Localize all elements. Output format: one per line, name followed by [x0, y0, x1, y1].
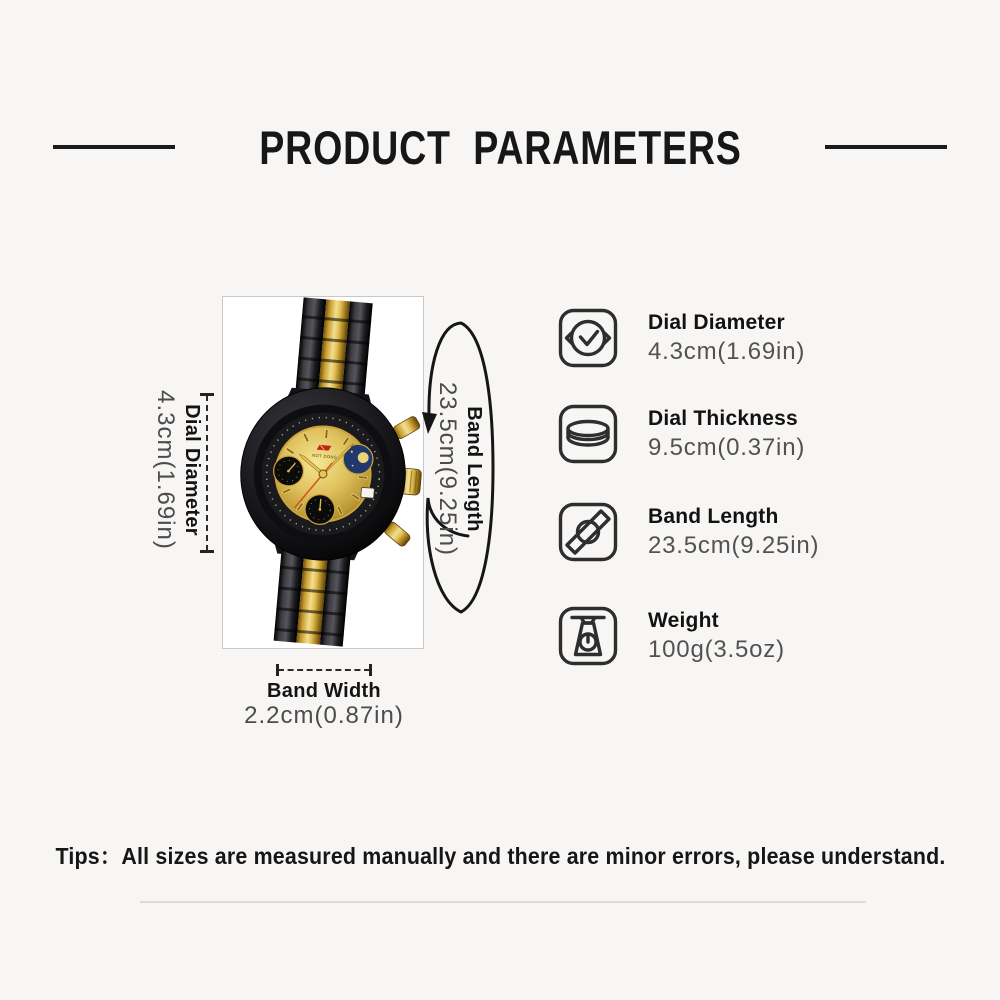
dial-diameter-annotation-value: 4.3cm(1.69in): [152, 390, 179, 550]
page-title: PRODUCT PARAMETERS: [258, 120, 742, 174]
watch-body: [226, 297, 423, 648]
parameter-value: 9.5cm(0.37in): [648, 434, 806, 461]
dial-diameter-measure-line: [206, 395, 208, 551]
band-width-annotation-value: 2.2cm(0.87in): [244, 702, 404, 729]
dial-thickness-icon: [556, 402, 620, 466]
measure-cap: [276, 664, 279, 676]
bottom-divider: [140, 901, 866, 903]
parameter-row-weight: [556, 604, 785, 668]
parameter-label: Dial Thickness: [648, 407, 798, 430]
parameter-value: 4.3cm(1.69in): [648, 338, 806, 365]
band-length-annotation: [432, 339, 486, 599]
parameter-value: 100g(3.5oz): [648, 636, 785, 663]
parameter-label: Dial Diameter: [648, 311, 785, 334]
watch-dial-icon: [556, 306, 620, 370]
tips-note: [0, 838, 1000, 871]
watch-band-icon: [556, 500, 620, 564]
weight-scale-icon: [556, 604, 620, 668]
parameter-label: Band Length: [648, 505, 779, 528]
watch-photo-card: [222, 296, 424, 649]
band-width-measure-line: [278, 669, 370, 671]
band-length-annotation-label: Band Length: [463, 406, 485, 532]
dial-diameter-annotation-label: Dial Diameter: [181, 404, 203, 536]
parameter-label: Weight: [648, 609, 719, 632]
watch-illustration: [223, 297, 423, 648]
title-left-rule: [53, 145, 175, 149]
watch-brand-text: NOT DONS: [311, 452, 338, 460]
measure-cap: [369, 664, 372, 676]
parameter-row-band-length: [556, 500, 819, 564]
watch-date-window: [361, 487, 375, 498]
band-length-annotation-value: 23.5cm(9.25in): [434, 381, 461, 557]
tips-text: Tips：All sizes are measured manually and there are minor errors, please understand.: [54, 843, 945, 869]
page-header: [0, 112, 1000, 182]
parameter-row-dial-diameter: [556, 306, 805, 370]
band-width-annotation-label: Band Width: [267, 680, 381, 702]
dial-diameter-annotation: [150, 365, 204, 575]
parameter-value: 23.5cm(9.25in): [648, 532, 820, 559]
parameter-row-dial-thickness: [556, 402, 805, 466]
title-right-rule: [825, 145, 947, 149]
